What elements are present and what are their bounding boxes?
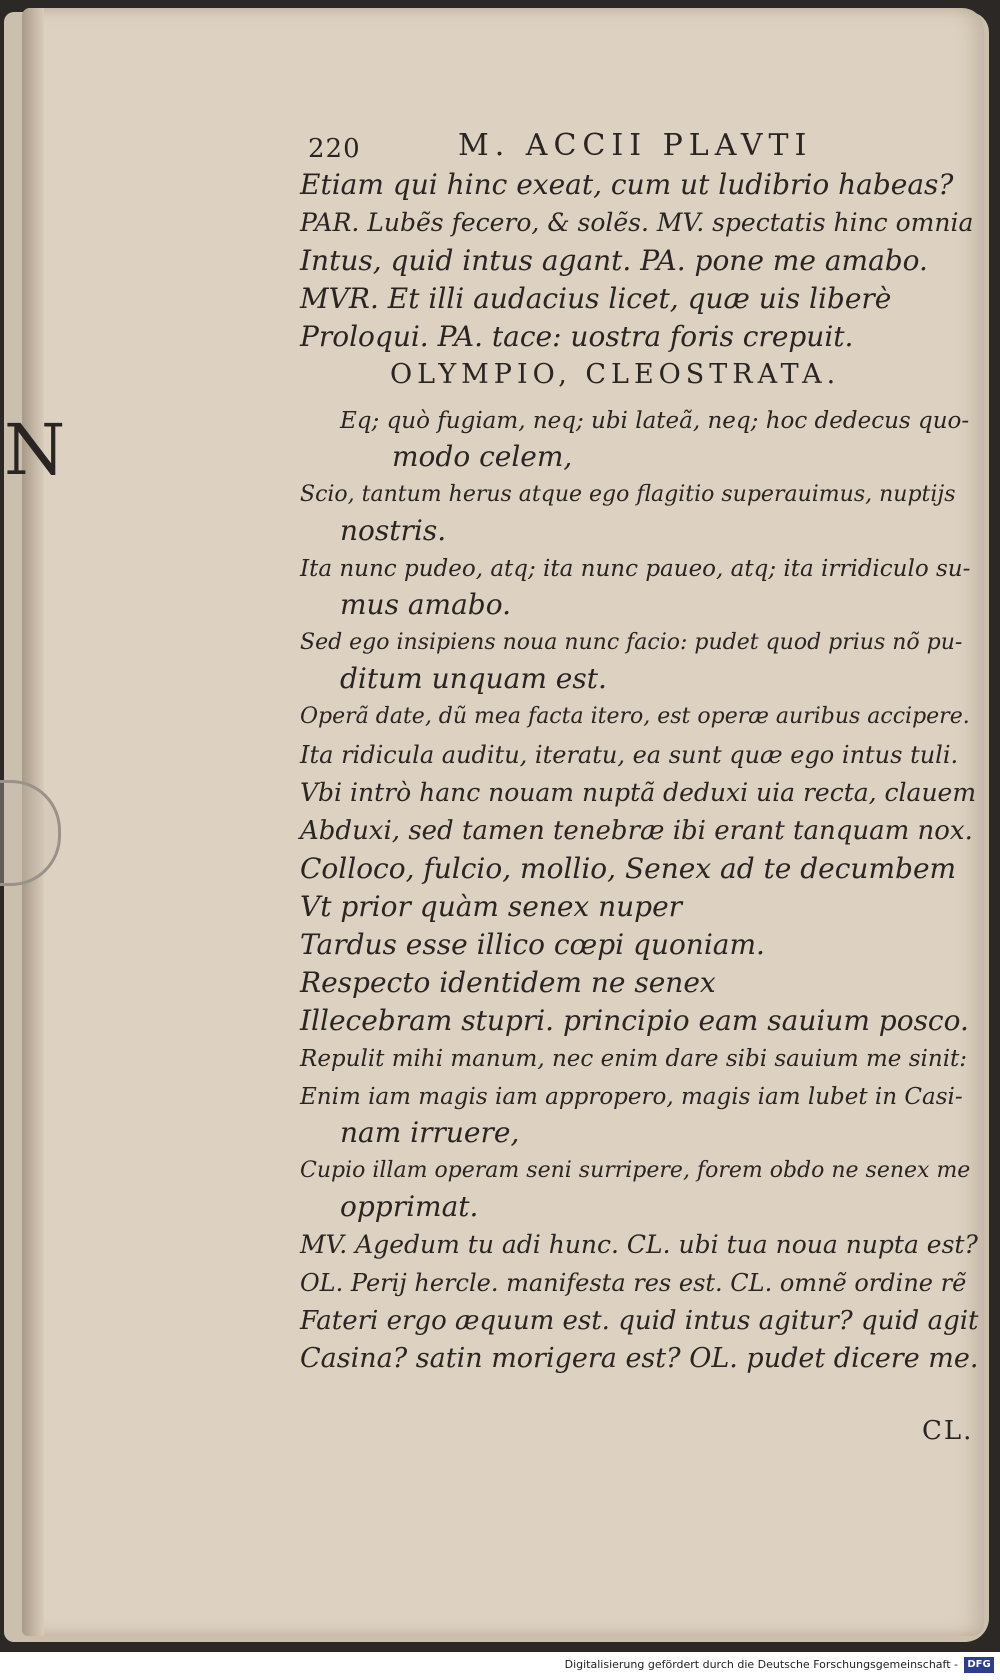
text-line: Ita ridicula auditu, iteratu, ea sunt quæ ego intus tuli.	[300, 741, 959, 769]
text-line: Colloco, fulcio, mollio, Senex ad te decumbem	[300, 852, 957, 885]
text-line: nam irruere,	[340, 1116, 520, 1149]
text-line: Respecto identidem ne senex	[300, 966, 716, 999]
footer-bar	[0, 1652, 1000, 1680]
text-line: Illecebram stupri. principio eam sauium posco.	[300, 1004, 969, 1037]
catchword: CL.	[922, 1416, 974, 1446]
text-line: modo celem,	[392, 440, 573, 473]
text-line: Cupio illam operam seni surripere, forem obdo ne senex me	[300, 1158, 971, 1183]
text-line: opprimat.	[340, 1190, 479, 1223]
text-line: Sed ego insipiens noua nunc facio: pudet quod prius nõ pu-	[300, 630, 963, 655]
text-line: Casina? satin morigera est? OL. pudet dicere me.	[300, 1343, 979, 1374]
text-line: Intus, quid intus agant. PA. pone me amabo.	[300, 244, 928, 277]
funding-credit: Digitalisierung gefördert durch die Deutsche Forschungsgemeinschaft -	[564, 1658, 958, 1671]
text-line: Scio, tantum herus atque ego flagitio superauimus, nuptijs	[300, 482, 956, 507]
running-title: M. ACCII PLAVTI	[458, 128, 813, 163]
text-line: ditum unquam est.	[340, 662, 607, 695]
text-line: MV. Agedum tu adi hunc. CL. ubi tua noua nupta est?	[300, 1230, 978, 1259]
text-line: MVR. Et illi audacius licet, quæ uis liberè	[300, 282, 892, 315]
text-line: nostris.	[340, 514, 447, 547]
text-line: mus amabo.	[340, 588, 511, 621]
drop-initial: N	[4, 409, 66, 491]
scene-heading: OLYMPIO, CLEOSTRATA.	[390, 359, 841, 390]
page-header	[308, 128, 908, 172]
text-line: Vbi intrò hanc nouam nuptã deduxi uia recta, clauem	[300, 778, 977, 807]
text-line: Proloqui. PA. tace: uostra foris crepuit.	[300, 320, 854, 353]
text-line: Vt prior quàm senex nuper	[300, 890, 683, 923]
text-line: Enim iam magis iam appropero, magis iam lubet in Casi-	[300, 1084, 963, 1110]
text-line: Abduxi, sed tamen tenebræ ibi erant tanquam nox.	[300, 816, 973, 846]
text-line: Tardus esse illico cœpi quoniam.	[300, 928, 765, 961]
text-line: Etiam qui hinc exeat, cum ut ludibrio habeas?	[300, 168, 954, 201]
text-line: Operã date, dũ mea facta itero, est operæ auribus accipere.	[300, 704, 970, 729]
text-line: PAR. Lubẽs fecero, & solẽs. MV. spectatis hinc omnia	[300, 208, 974, 237]
text-line: OL. Perij hercle. manifesta res est. CL. omnẽ ordine rẽ	[300, 1269, 967, 1297]
text-line: Repulit mihi manum, nec enim dare sibi sauium me sinit:	[300, 1046, 968, 1072]
dfg-logo: DFG	[964, 1657, 994, 1673]
text-line: Fateri ergo æquum est. quid intus agitur? quid agit	[300, 1306, 979, 1336]
text-line: Ita nunc pudeo, atq; ita nunc paueo, atq; ita irridiculo su-	[300, 556, 971, 582]
page-number: 220	[308, 134, 361, 164]
text-line: Eq; quò fugiam, neq; ubi lateã, neq; hoc dedecus quo-	[340, 408, 970, 434]
